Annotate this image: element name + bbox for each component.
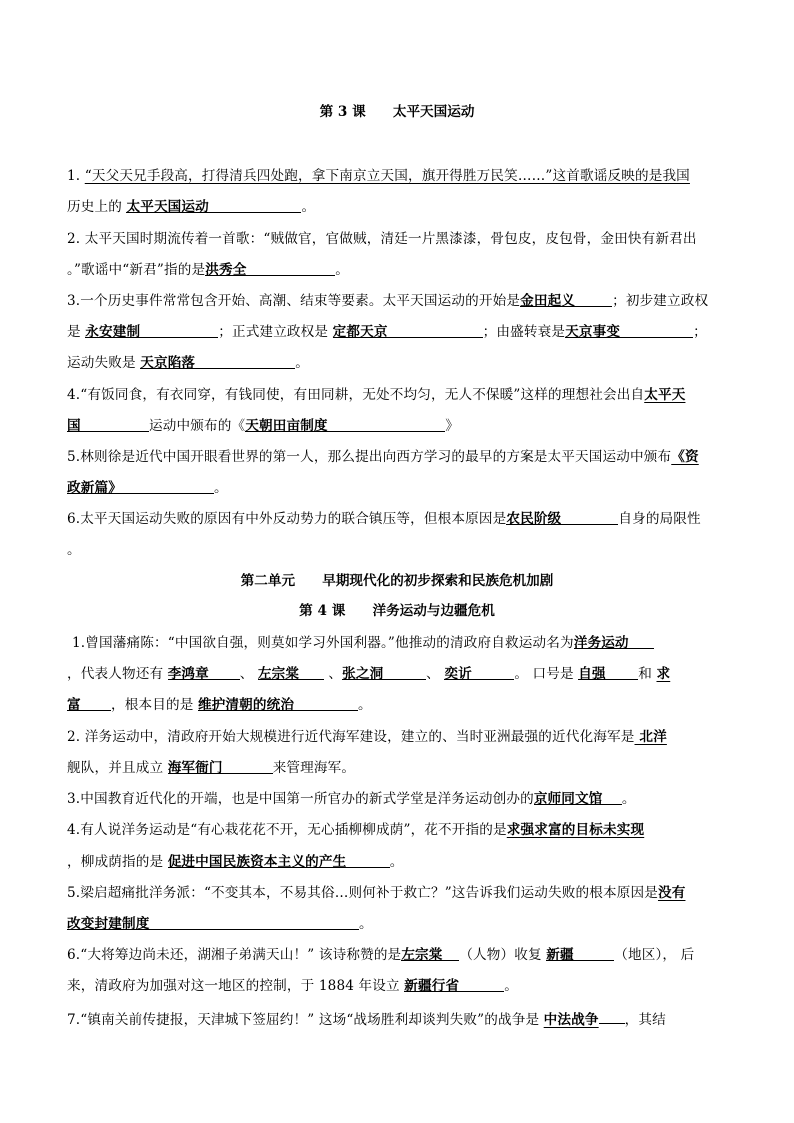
l4-q1-line3: 富 ，根本目的是 维护清朝的统治 。 [67, 697, 372, 713]
l4-q4-line1: 4.有人说洋务运动是“有心栽花花不开，无心插柳柳成荫”，花不开指的是求强求富的目标未实现 [67, 822, 645, 838]
l3-q5-answer-b: 政新篇》 [67, 479, 214, 494]
l3-q6-line2: 。 [67, 542, 81, 558]
l3-q5-answer-a: 《资 [671, 449, 699, 465]
l4-q5-line1: 5.梁启超痛批洋务派：“不变其本，不易其俗…则何补于救亡？”这告诉我们运动失败的根本原因是没有 [67, 885, 686, 901]
l3-q3-answer-yongan: 永安建制 [85, 323, 218, 338]
l3-q2-answer: 洪秀全 [205, 261, 335, 276]
l4-q7-line1: 7.“镇南关前传捷报，天津城下签屈约！” 这场“战场胜利却谈判失败”的战争是 中法战争 ，其结 [67, 1009, 732, 1029]
l4-q1-person-4: 奕䜣 [444, 665, 514, 680]
l4-q6-answer-province: 新疆行省 [404, 977, 504, 992]
l3-q4-answer-b: 国 [67, 417, 149, 432]
l3-q4-line2: 国 运动中颁布的《天朝田亩制度 》 [67, 418, 459, 434]
l3-q4-line1: 4.“有饭同食，有衣同穿，有钱同使，有田同耕，无处不均匀，无人不保暖”这样的理想社会出自太平天 [67, 387, 686, 403]
l4-q1-person-3: 张之洞 [342, 665, 426, 680]
l4-q2-answer-a: 北洋 [634, 729, 667, 745]
l4-q6-answer-region: 新疆 [546, 946, 614, 961]
l3-q3-answer-tianjing: 定都天京 [333, 323, 483, 338]
l4-q3-answer: 京师同文馆 [534, 790, 622, 805]
l4-q7-answer: 中法战争 [543, 1012, 599, 1028]
l4-q3-line: 3.中国教育近代化的开端，也是中国第一所官办的新式学堂是洋务运动创办的京师同文馆 。 [67, 791, 636, 807]
l3-q3-answer-fail: 天京陷落 [140, 354, 295, 369]
l4-q4-answer-a: 求强求富的目标未实现 [506, 822, 645, 838]
l3-q3-line2: 是 永安建制 ；正式建立政权是 定都天京 ；由盛转衰是天京事变 ； [67, 324, 707, 340]
l4-q6-line1: 6.“大将筹边尚未还，湖湘子弟满天山！” 该诗称赞的是左宗棠 （人物）收复 新疆 （地区）， 后 [67, 947, 695, 963]
l4-q1-goal: 维护清朝的统治 [198, 696, 358, 711]
l4-q5-line2: 改变封建制度 。 [67, 916, 373, 932]
l4-q2-line1: 2. 洋务运动中，清政府开始大规模进行近代海军建设，建立的、当时亚洲最强的近代化海军是 北洋 [67, 729, 667, 745]
l4-q2-line2: 舰队，并且成立 海军衙门 来管理海军。 [67, 760, 356, 776]
l4-q2-answer-b: 海军衙门 [168, 759, 273, 774]
unit-2-title: 第二单元 早期现代化的初步探索和民族危机加剧 [240, 573, 554, 589]
l3-q6-answer: 农民阶级 [506, 510, 618, 525]
l4-q1-person-1: 李鸿章 [168, 665, 240, 680]
l3-q6-line1: 6.太平天国运动失败的原因有中外反动势力的联合镇压等，但根本原因是农民阶级 自身的局限性 [67, 511, 701, 527]
l3-q3-line1: 3.一个历史事件常常包含开始、高潮、结束等要素。太平天国运动的开始是金田起义 ；初步建立政权 [67, 293, 709, 309]
l4-q1-line1: 1.曾国藩痛陈：“中国欲自强，则莫如学习外国利器。”他推动的清政府自救运动名为洋务运动 [72, 634, 737, 652]
l4-q5-answer-b: 改变封建制度 [67, 915, 359, 930]
l3-q2-line1: 2. 太平天国时期流传着一首歌：“贼做官，官做贼，清廷一片黑漆漆，骨包皮，皮包骨，金田快有新君出 [67, 231, 697, 247]
l4-q1-slogan-1: 自强 [578, 665, 638, 680]
l4-q1-slogan-2a: 求 [656, 666, 671, 682]
l3-q1-line2: 历史上的 太平天国运动 。 [67, 199, 316, 215]
l4-q7-blank-tail [599, 1009, 625, 1024]
l4-q4-line2: ，柳成荫指的是 促进中国民族资本主义的产生 。 [67, 854, 404, 870]
l3-q4-answer-book: 天朝田亩制度 [245, 417, 445, 432]
l3-q4-answer-a: 太平天 [644, 387, 686, 403]
l4-q1-slogan-2b: 富 [67, 696, 111, 711]
l4-q1-line2: ，代表人物还有 李鸿章 、 左宗棠 、张之洞 、 奕䜣 。 口号是 自强 和 求 [67, 666, 671, 682]
l4-q1-answer: 洋务运动 [574, 634, 654, 649]
l3-q1-quote: “天父天兄手段高，打得清兵四处跑，拿下南京立天国，旗开得胜万民笑……”这首歌谣反映的是我国 [84, 168, 690, 184]
l3-q1-line1: 1. “天父天兄手段高，打得清兵四处跑，拿下南京立天国，旗开得胜万民笑……”这首歌谣反映的是我国 [67, 168, 690, 184]
l4-q4-answer-b: 促进中国民族资本主义的产生 [168, 853, 390, 868]
l3-q5-line1: 5.林则徐是近代中国开眼看世界的第一人，那么提出向西方学习的最早的方案是太平天国运动中颁布《资 [67, 449, 699, 465]
l3-q5-line2: 政新篇》 。 [67, 480, 228, 496]
lesson-3-title: 第 3 课 太平天国运动 [319, 104, 475, 120]
l4-q6-line2: 来，清政府为加强对这一地区的控制，于 1884 年设立 新疆行省 。 [67, 978, 518, 994]
lesson-4-title: 第 4 课 洋务运动与边疆危机 [299, 603, 495, 619]
l3-q1-answer: 太平天国运动 [126, 198, 301, 213]
l4-q1-person-2: 左宗棠 [258, 665, 324, 680]
l3-q3-answer-shibian: 天京事变 [565, 323, 693, 338]
l3-q3-answer-start: 金田起义 [520, 292, 612, 307]
l3-q3-line3: 运动失败是 天京陷落 。 [67, 355, 309, 371]
l4-q5-answer-a: 没有 [657, 885, 686, 901]
l4-q6-answer-person: 左宗棠 [401, 946, 459, 961]
l3-q2-line2: 。”歌谣中“新君”指的是洪秀全 。 [67, 262, 349, 278]
